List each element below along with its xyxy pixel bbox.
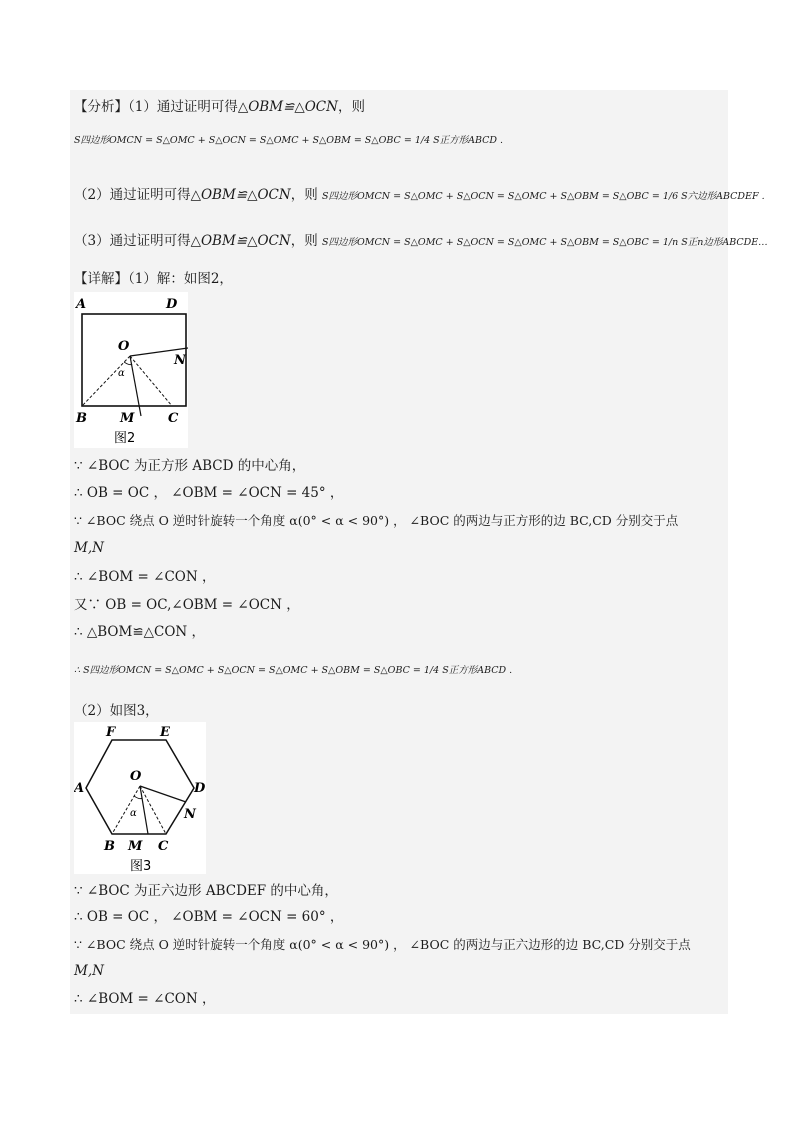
detail-m-line-3: ∵ ∠BOC 绕点 O 逆时针旋转一个角度 α(0° < α < 90°) ， ∠BOC 的两边与正六边形的边 BC,CD 分别交于点 xyxy=(74,937,691,952)
label-c: C xyxy=(158,839,169,854)
segment-oc xyxy=(130,356,172,406)
detail-line-4: ∴ ∠BOM = ∠CON ， xyxy=(74,569,216,585)
label-m: M xyxy=(128,839,143,854)
detail-line-3b: M,N xyxy=(74,540,104,556)
analysis-line-3 xyxy=(74,232,768,252)
analysis-label: 【分析】 xyxy=(74,99,128,115)
analysis-p3-then: ，则 xyxy=(290,233,318,249)
label-c: C xyxy=(168,411,179,426)
analysis-formula-3: S四边形OMCN = S△OMC + S△OCN = S△OMC + S△OBM = S△OBC = 1/n S正n边形ABCDE… xyxy=(322,237,768,248)
figure-3-hexagon xyxy=(74,722,206,874)
ray-om xyxy=(140,786,148,834)
detail-m-line-1: ∵ ∠BOC 为正六边形 ABCDEF 的中心角， xyxy=(74,883,338,899)
label-b: B xyxy=(76,411,87,426)
label-a: A xyxy=(74,781,85,796)
analysis-line-2 xyxy=(74,186,765,206)
label-n: N xyxy=(184,807,196,822)
analysis-line-1 xyxy=(74,98,365,116)
detail-line-5: 又∵ OB = OC,∠OBM = ∠OCN ， xyxy=(74,597,300,613)
label-d: D xyxy=(166,297,178,312)
label-o: O xyxy=(118,339,130,354)
detail-label: 【详解】 xyxy=(74,271,128,287)
label-a: A xyxy=(76,297,87,312)
label-o: O xyxy=(130,769,142,784)
figure-2-caption: 图2 xyxy=(114,431,136,446)
detail-m-line-2: ∴ OB = OC ， ∠OBM = ∠OCN = 60° ， xyxy=(74,909,344,925)
analysis-p1-congruence: △OBM≌△OCN xyxy=(237,99,338,115)
detail-line-1: ∵ ∠BOC 为正方形 ABCD 的中心角， xyxy=(74,458,306,474)
detail-line-3: ∵ ∠BOC 绕点 O 逆时针旋转一个角度 α(0° < α < 90°) ， ∠BOC 的两边与正方形的边 BC,CD 分别交于点 xyxy=(74,513,679,528)
analysis-formula-1: S四边形OMCN = S△OMC + S△OCN = S△OMC + S△OBM = S△OBC = 1/4 S正方形ABCD . xyxy=(74,135,504,146)
ray-om xyxy=(130,356,141,416)
worksheet-page xyxy=(70,90,768,1014)
figure-2-square xyxy=(74,292,188,448)
analysis-p3-congruence: △OBM≌△OCN xyxy=(190,233,291,249)
analysis-formula-2: S四边形OMCN = S△OMC + S△OCN = S△OMC + S△OBM = S△OBC = 1/6 S六边形ABCDEF . xyxy=(322,191,765,202)
detail-intro: （1）解：如图2， xyxy=(128,271,233,287)
label-alpha: α xyxy=(118,368,125,379)
label-d: D xyxy=(194,781,206,796)
label-m: M xyxy=(120,411,135,426)
detail-line-2: ∴ OB = OC ， ∠OBM = ∠OCN = 45° ， xyxy=(74,485,344,501)
figure-3-svg xyxy=(74,722,206,874)
detail-line-7 xyxy=(74,660,512,680)
analysis-p2-congruence: △OBM≌△OCN xyxy=(190,187,291,203)
detail-m-line-3b: M,N xyxy=(74,963,104,979)
figure-3-caption: 图3 xyxy=(130,859,152,874)
label-b: B xyxy=(104,839,115,854)
analysis-p2-then: ，则 xyxy=(290,187,318,203)
analysis-p1-lead: （1）通过证明可得 xyxy=(128,99,238,115)
angle-alpha-arc xyxy=(134,796,142,799)
label-e: E xyxy=(160,725,170,740)
segment-ob xyxy=(82,356,130,406)
detail-part-2: （2）如图3， xyxy=(74,703,159,719)
analysis-p3-lead: （3）通过证明可得 xyxy=(74,233,191,249)
detail-m-line-4: ∴ ∠BOM = ∠CON ， xyxy=(74,991,216,1007)
label-f: F xyxy=(106,725,116,740)
label-n: N xyxy=(174,353,186,368)
label-alpha: α xyxy=(130,808,137,819)
detail-line-intro xyxy=(74,270,233,288)
detail-line-6: ∴ △BOM≌△CON ， xyxy=(74,624,206,640)
analysis-p1-then: ，则 xyxy=(337,99,365,115)
analysis-p2-lead: （2）通过证明可得 xyxy=(74,187,191,203)
figure-2-svg xyxy=(74,292,188,448)
detail-formula-1: ∴ S四边形OMCN = S△OMC + S△OCN = S△OMC + S△OBM = S△OBC = 1/4 S正方形ABCD . xyxy=(74,665,513,676)
